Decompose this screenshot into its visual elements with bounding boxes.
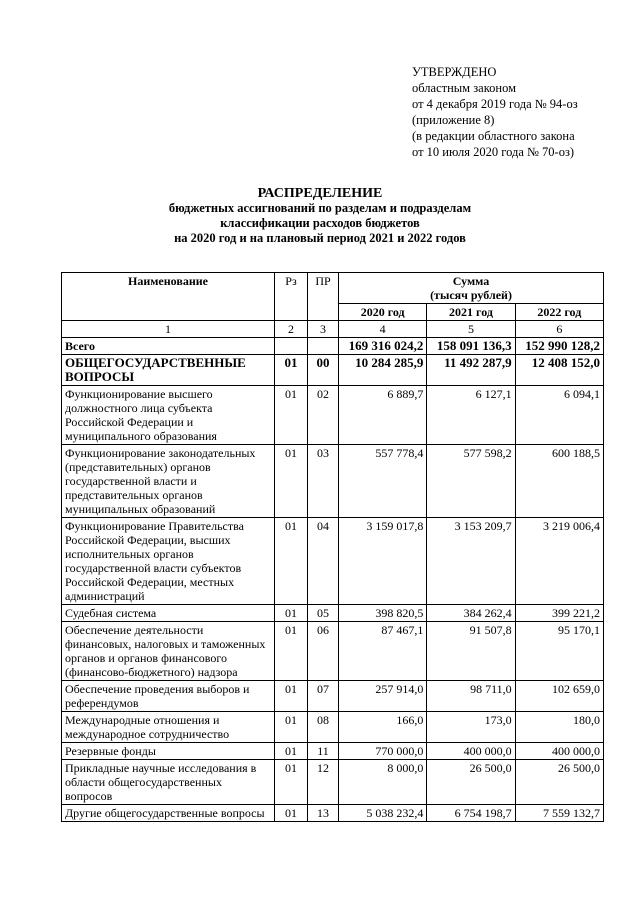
row-name: Прикладные научные исследования в области общегосударственных вопросов — [62, 760, 275, 805]
row-pr: 02 — [308, 386, 339, 445]
budget-table — [61, 272, 604, 822]
row-2021: 6 754 198,7 — [427, 805, 515, 822]
header-sum-unit: (тысяч рублей) — [430, 288, 512, 302]
column-number: 4 — [339, 321, 427, 338]
row-rz: 01 — [275, 445, 308, 518]
column-number: 2 — [275, 321, 308, 338]
column-number: 3 — [308, 321, 339, 338]
table-row — [62, 355, 604, 386]
row-rz: 01 — [275, 681, 308, 712]
row-name: Обеспечение проведения выборов и референдумов — [62, 681, 275, 712]
header-name: Наименование — [62, 273, 275, 321]
table-row — [62, 386, 604, 445]
total-pr — [308, 338, 339, 355]
row-pr: 12 — [308, 760, 339, 805]
row-2022: 180,0 — [515, 712, 603, 743]
row-pr: 13 — [308, 805, 339, 822]
row-pr: 06 — [308, 622, 339, 681]
header-rz: Рз — [275, 273, 308, 321]
table-row — [62, 712, 604, 743]
row-rz: 01 — [275, 386, 308, 445]
row-rz: 01 — [275, 805, 308, 822]
header-year: 2020 год — [339, 304, 427, 321]
title-line: на 2020 год и на плановый период 2021 и 2022 годов — [174, 231, 466, 245]
row-2020: 6 889,7 — [339, 386, 427, 445]
document-title — [0, 186, 640, 246]
total-row — [62, 338, 604, 355]
row-2021: 577 598,2 — [427, 445, 515, 518]
row-name: Другие общегосударственные вопросы — [62, 805, 275, 822]
row-rz: 01 — [275, 605, 308, 622]
header-year: 2021 год — [427, 304, 515, 321]
title-line: классификации расходов бюджетов — [220, 216, 420, 230]
row-2021: 173,0 — [427, 712, 515, 743]
total-2022: 152 990 128,2 — [515, 338, 603, 355]
row-2020: 10 284 285,9 — [339, 355, 427, 386]
table-row — [62, 760, 604, 805]
row-pr: 07 — [308, 681, 339, 712]
title-line: бюджетных ассигнований по разделам и подразделам — [168, 201, 472, 215]
row-2021: 91 507,8 — [427, 622, 515, 681]
row-2022: 12 408 152,0 — [515, 355, 603, 386]
total-2020: 169 316 024,2 — [339, 338, 427, 355]
row-pr: 11 — [308, 743, 339, 760]
table-row — [62, 622, 604, 681]
row-2021: 400 000,0 — [427, 743, 515, 760]
column-number: 1 — [62, 321, 275, 338]
table-row — [62, 518, 604, 605]
total-rz — [275, 338, 308, 355]
row-2021: 11 492 287,9 — [427, 355, 515, 386]
row-name: Функционирование законодательных (представительных) органов государственной власти и представительных органов муниципальных образований — [62, 445, 275, 518]
row-2022: 3 219 006,4 — [515, 518, 603, 605]
table-body — [62, 355, 604, 822]
row-2020: 770 000,0 — [339, 743, 427, 760]
row-name: Международные отношения и международное сотрудничество — [62, 712, 275, 743]
approval-block — [412, 64, 578, 160]
approval-line: (приложение 8) — [412, 113, 495, 127]
row-name: ОБЩЕГОСУДАРСТВЕННЫЕ ВОПРОСЫ — [62, 355, 275, 386]
row-2022: 26 500,0 — [515, 760, 603, 805]
approval-line: от 4 декабря 2019 года № 94-оз — [412, 97, 578, 111]
header-sum-label: Сумма — [452, 274, 490, 288]
header-year: 2022 год — [515, 304, 603, 321]
row-2022: 7 559 132,7 — [515, 805, 603, 822]
row-name: Обеспечение деятельности финансовых, налоговых и таможенных органов и органов финансового (финансово-бюджетного) надзора — [62, 622, 275, 681]
row-rz: 01 — [275, 518, 308, 605]
row-2020: 557 778,4 — [339, 445, 427, 518]
row-2022: 399 221,2 — [515, 605, 603, 622]
row-rz: 01 — [275, 712, 308, 743]
row-rz: 01 — [275, 760, 308, 805]
table-row — [62, 445, 604, 518]
approval-line: (в редакции областного закона — [412, 129, 575, 143]
row-2022: 95 170,1 — [515, 622, 603, 681]
row-2022: 600 188,5 — [515, 445, 603, 518]
column-number: 6 — [515, 321, 603, 338]
row-pr: 05 — [308, 605, 339, 622]
table-row — [62, 605, 604, 622]
row-2021: 384 262,4 — [427, 605, 515, 622]
total-2021: 158 091 136,3 — [427, 338, 515, 355]
row-rz: 01 — [275, 355, 308, 386]
row-2022: 400 000,0 — [515, 743, 603, 760]
table-row — [62, 743, 604, 760]
approval-line: УТВЕРЖДЕНО — [412, 65, 497, 79]
total-label: Всего — [62, 338, 275, 355]
row-2020: 3 159 017,8 — [339, 518, 427, 605]
row-name: Резервные фонды — [62, 743, 275, 760]
row-2021: 6 127,1 — [427, 386, 515, 445]
table-row — [62, 805, 604, 822]
row-name: Функционирование высшего должностного лица субъекта Российской Федерации и муниципального образования — [62, 386, 275, 445]
row-2022: 6 094,1 — [515, 386, 603, 445]
approval-line: от 10 июля 2020 года № 70-оз) — [412, 145, 575, 159]
row-name: Функционирование Правительства Российской Федерации, высших исполнительных органов государственной власти субъектов Российской Федерации, местных администраций — [62, 518, 275, 605]
row-2020: 166,0 — [339, 712, 427, 743]
header-pr: ПР — [308, 273, 339, 321]
row-rz: 01 — [275, 622, 308, 681]
row-2021: 26 500,0 — [427, 760, 515, 805]
row-pr: 00 — [308, 355, 339, 386]
row-2020: 5 038 232,4 — [339, 805, 427, 822]
row-2020: 87 467,1 — [339, 622, 427, 681]
row-pr: 03 — [308, 445, 339, 518]
row-2021: 98 711,0 — [427, 681, 515, 712]
column-number: 5 — [427, 321, 515, 338]
title-heading: РАСПРЕДЕЛЕНИЕ — [257, 186, 383, 201]
row-2021: 3 153 209,7 — [427, 518, 515, 605]
table-row — [62, 681, 604, 712]
row-name: Судебная система — [62, 605, 275, 622]
row-rz: 01 — [275, 743, 308, 760]
column-number-row — [62, 321, 604, 338]
header-sum — [339, 273, 604, 304]
row-2020: 398 820,5 — [339, 605, 427, 622]
row-pr: 08 — [308, 712, 339, 743]
row-2020: 8 000,0 — [339, 760, 427, 805]
row-2020: 257 914,0 — [339, 681, 427, 712]
row-pr: 04 — [308, 518, 339, 605]
approval-line: областным законом — [412, 81, 517, 95]
row-2022: 102 659,0 — [515, 681, 603, 712]
